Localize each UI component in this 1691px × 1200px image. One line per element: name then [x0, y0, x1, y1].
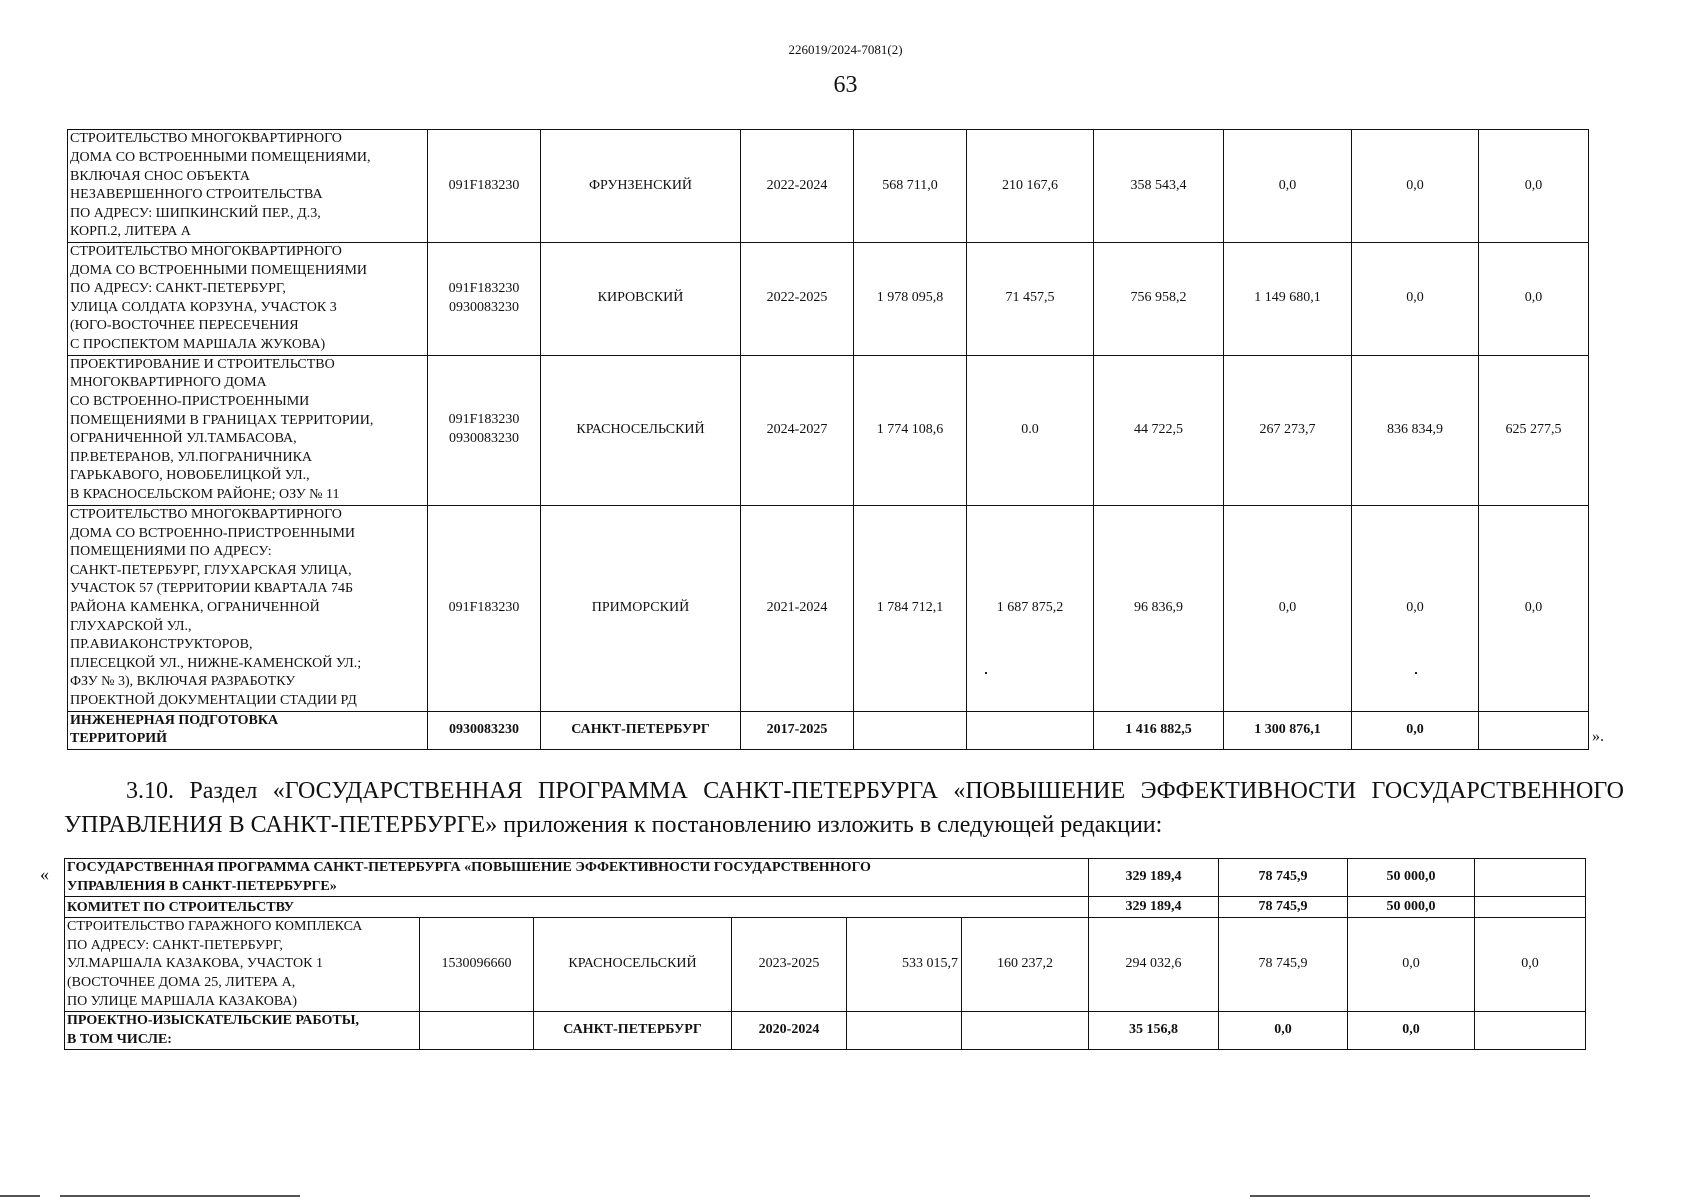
value-cell: 0,0	[1219, 1012, 1348, 1050]
value-cell: 44 722,5	[1094, 355, 1224, 505]
value-cell	[967, 711, 1094, 749]
district-cell: САНКТ-ПЕТЕРБУРГ	[534, 1012, 732, 1050]
value-cell: 0,0	[1479, 130, 1589, 243]
code-cell: 1530096660	[420, 918, 534, 1012]
value-cell	[962, 1012, 1089, 1050]
section-name-cell: ИНЖЕНЕРНАЯ ПОДГОТОВКА ТЕРРИТОРИЙ	[68, 711, 428, 749]
document-id: 226019/2024-7081(2)	[788, 42, 903, 57]
value-cell: 50 000,0	[1348, 859, 1475, 897]
value-cell: 0,0	[1352, 130, 1479, 243]
value-cell: 35 156,8	[1089, 1012, 1219, 1050]
object-name-cell: СТРОИТЕЛЬСТВО МНОГОКВАРТИРНОГО ДОМА СО ВСТРОЕННЫМИ ПОМЕЩЕНИЯМИ ПО АДРЕСУ: САНКТ-ПЕТЕРБУРГ, УЛИЦА СОЛДАТА КОРЗУНА, УЧАСТОК 3 (ЮГО-ВОСТОЧНЕЕ ПЕРЕСЕЧЕНИЯ С ПРОСПЕКТОМ МАРШАЛА ЖУКОВА)	[68, 243, 428, 356]
object-name-cell: ПРОЕКТИРОВАНИЕ И СТРОИТЕЛЬСТВО МНОГОКВАРТИРНОГО ДОМА СО ВСТРОЕННО-ПРИСТРОЕННЫМИ ПОМЕЩЕНИЯМИ В ГРАНИЦАХ ТЕРРИТОРИИ, ОГРАНИЧЕННОЙ УЛ.ТАМБАСОВА, ПР.ВЕТЕРАНОВ, УЛ.ПОГРАНИЧНИКА ГАРЬКАВОГО, НОВОБЕЛИЦКОЙ УЛ., В КРАСНОСЕЛЬСКОМ РАЙОНЕ; ОЗУ № 11	[68, 355, 428, 505]
value-cell: 358 543,4	[1094, 130, 1224, 243]
code-cell	[420, 1012, 534, 1050]
value-cell: 625 277,5	[1479, 355, 1589, 505]
value-cell: 0,0	[1352, 711, 1479, 749]
value-cell: 210 167,6	[967, 130, 1094, 243]
page-edge-artifact	[1250, 1195, 1590, 1197]
total-cell	[847, 1012, 962, 1050]
program-table	[64, 858, 1586, 1050]
value-cell: 50 000,0	[1348, 897, 1475, 918]
period-cell: 2023-2025	[732, 918, 847, 1012]
period-cell: 2024-2027	[741, 355, 854, 505]
object-name-cell: СТРОИТЕЛЬСТВО МНОГОКВАРТИРНОГО ДОМА СО ВСТРОЕННО-ПРИСТРОЕННЫМИ ПОМЕЩЕНИЯМИ ПО АДРЕСУ: САНКТ-ПЕТЕРБУРГ, ГЛУХАРСКАЯ УЛИЦА, УЧАСТОК 57 (ТЕРРИТОРИИ КВАРТАЛА 74Б РАЙОНА КАМЕНКА, ОГРАНИЧЕННОЙ ГЛУХАРСКОЙ УЛ., ПР.АВИАКОНСТРУКТОРОВ, ПЛЕСЕЦКОЙ УЛ., НИЖНЕ-КАМЕНСКОЙ УЛ.; ФЗУ № 3), ВКЛЮЧАЯ РАЗРАБОТКУ ПРОЕКТНОЙ ДОКУМЕНТАЦИИ СТАДИИ РД	[68, 505, 428, 711]
value-cell: 0,0	[1352, 243, 1479, 356]
value-cell: 0,0	[1479, 243, 1589, 356]
district-cell: ПРИМОРСКИЙ	[541, 505, 741, 711]
section-name-cell: ПРОЕКТНО-ИЗЫСКАТЕЛЬСКИЕ РАБОТЫ, В ТОМ ЧИСЛЕ:	[65, 1012, 420, 1050]
committee-row	[65, 897, 1586, 918]
district-cell: ФРУНЗЕНСКИЙ	[541, 130, 741, 243]
period-cell: 2022-2025	[741, 243, 854, 356]
value-cell: 0,0	[1224, 505, 1352, 711]
value-cell: 1 687 875,2	[967, 505, 1094, 711]
value-cell: 1 416 882,5	[1094, 711, 1224, 749]
amendment-paragraph: 3.10. Раздел «ГОСУДАРСТВЕННАЯ ПРОГРАММА САНКТ-ПЕТЕРБУРГА «ПОВЫШЕНИЕ ЭФФЕКТИВНОСТИ ГОСУДАРСТВЕННОГО УПРАВЛЕНИЯ В САНКТ-ПЕТЕРБУРГЕ» приложения к постановлению изложить в следующей редакции:	[64, 778, 1624, 838]
value-cell: 78 745,9	[1219, 859, 1348, 897]
committee-name-cell: КОМИТЕТ ПО СТРОИТЕЛЬСТВУ	[65, 897, 1089, 918]
period-cell: 2020-2024	[732, 1012, 847, 1050]
value-cell: 0,0	[1479, 505, 1589, 711]
summary-row	[68, 711, 1589, 749]
scan-speck	[985, 672, 987, 674]
value-cell: 96 836,9	[1094, 505, 1224, 711]
value-cell: 160 237,2	[962, 918, 1089, 1012]
scan-speck	[1415, 672, 1417, 674]
page-edge-artifact	[60, 1195, 300, 1197]
value-cell	[1475, 1012, 1586, 1050]
value-cell	[1475, 859, 1586, 897]
program-row	[65, 859, 1586, 897]
value-cell: 0,0	[1352, 505, 1479, 711]
value-cell	[1479, 711, 1589, 749]
value-cell: 0.0	[967, 355, 1094, 505]
value-cell: 329 189,4	[1089, 897, 1219, 918]
total-cell: 1 774 108,6	[854, 355, 967, 505]
code-cell: 091F183230 0930083230	[428, 355, 541, 505]
closing-quote: ».	[1592, 728, 1604, 745]
continuation-table	[67, 129, 1589, 750]
value-cell: 1 300 876,1	[1224, 711, 1352, 749]
code-cell: 091F183230	[428, 130, 541, 243]
value-cell: 0,0	[1348, 918, 1475, 1012]
value-cell: 71 457,5	[967, 243, 1094, 356]
value-cell: 294 032,6	[1089, 918, 1219, 1012]
value-cell: 329 189,4	[1089, 859, 1219, 897]
table-row	[68, 355, 1589, 505]
program-name-cell: ГОСУДАРСТВЕННАЯ ПРОГРАММА САНКТ-ПЕТЕРБУРГА «ПОВЫШЕНИЕ ЭФФЕКТИВНОСТИ ГОСУДАРСТВЕННОГО УПРАВЛЕНИЯ В САНКТ-ПЕТЕРБУРГЕ»	[65, 859, 1089, 897]
table-row	[68, 130, 1589, 243]
table-row	[68, 505, 1589, 711]
value-cell: 0,0	[1224, 130, 1352, 243]
object-name-cell: СТРОИТЕЛЬСТВО ГАРАЖНОГО КОМПЛЕКСА ПО АДРЕСУ: САНКТ-ПЕТЕРБУРГ, УЛ.МАРШАЛА КАЗАКОВА, УЧАСТОК 1 (ВОСТОЧНЕЕ ДОМА 25, ЛИТЕРА А, ПО УЛИЦЕ МАРШАЛА КАЗАКОВА)	[65, 918, 420, 1012]
total-cell: 1 784 712,1	[854, 505, 967, 711]
object-name-cell: СТРОИТЕЛЬСТВО МНОГОКВАРТИРНОГО ДОМА СО ВСТРОЕННЫМИ ПОМЕЩЕНИЯМИ, ВКЛЮЧАЯ СНОС ОБЪЕКТА НЕЗАВЕРШЕННОГО СТРОИТЕЛЬСТВА ПО АДРЕСУ: ШИПКИНСКИЙ ПЕР., Д.3, КОРП.2, ЛИТЕРА А	[68, 130, 428, 243]
page-edge-artifact	[0, 1195, 40, 1197]
table-row	[65, 918, 1586, 1012]
page-number: 63	[833, 72, 858, 98]
total-cell: 1 978 095,8	[854, 243, 967, 356]
opening-quote: «	[40, 864, 49, 884]
district-cell: КИРОВСКИЙ	[541, 243, 741, 356]
period-cell: 2021-2024	[741, 505, 854, 711]
value-cell: 756 958,2	[1094, 243, 1224, 356]
value-cell: 836 834,9	[1352, 355, 1479, 505]
value-cell	[1475, 897, 1586, 918]
value-cell: 78 745,9	[1219, 918, 1348, 1012]
table-row	[68, 243, 1589, 356]
total-cell: 533 015,7	[847, 918, 962, 1012]
summary-row	[65, 1012, 1586, 1050]
period-cell: 2017-2025	[741, 711, 854, 749]
period-cell: 2022-2024	[741, 130, 854, 243]
district-cell: КРАСНОСЕЛЬСКИЙ	[534, 918, 732, 1012]
total-cell: 568 711,0	[854, 130, 967, 243]
value-cell: 267 273,7	[1224, 355, 1352, 505]
code-cell: 091F183230	[428, 505, 541, 711]
value-cell: 1 149 680,1	[1224, 243, 1352, 356]
total-cell	[854, 711, 967, 749]
code-cell: 0930083230	[428, 711, 541, 749]
value-cell: 0,0	[1475, 918, 1586, 1012]
district-cell: САНКТ-ПЕТЕРБУРГ	[541, 711, 741, 749]
district-cell: КРАСНОСЕЛЬСКИЙ	[541, 355, 741, 505]
code-cell: 091F183230 0930083230	[428, 243, 541, 356]
value-cell: 0,0	[1348, 1012, 1475, 1050]
value-cell: 78 745,9	[1219, 897, 1348, 918]
